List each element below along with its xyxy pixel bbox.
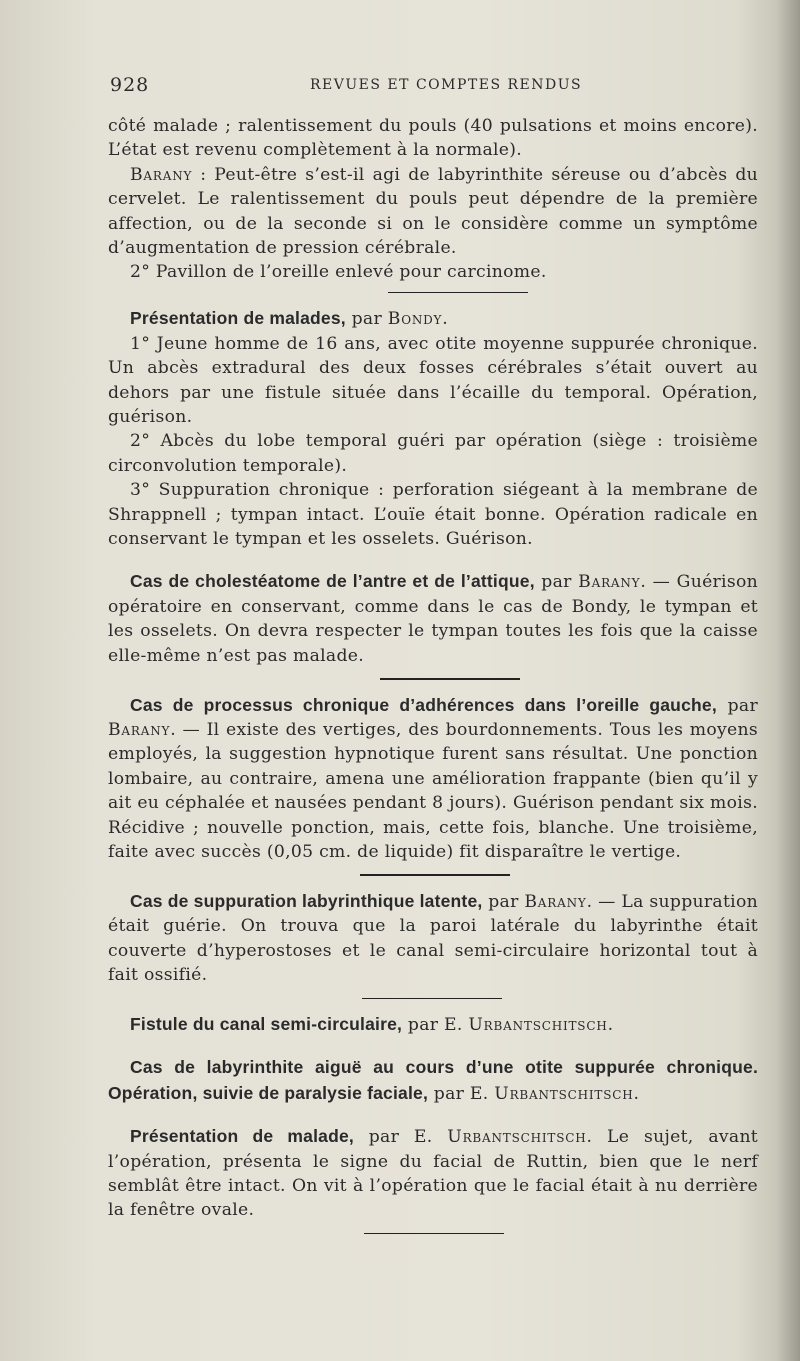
- author-name: Bondy: [387, 309, 443, 330]
- section-heading-presentation-malades: Présentation de malades, par Bondy.: [130, 308, 449, 330]
- running-head: REVUES ET COMPTES RENDUS: [310, 77, 583, 93]
- page-number: 928: [110, 74, 150, 96]
- author-name: Urbantschitsch: [468, 1015, 608, 1035]
- spacer: [108, 1037, 758, 1055]
- author-name: Barany: [130, 164, 193, 185]
- author-name: Urbantschitsch: [494, 1083, 634, 1104]
- section-divider: [388, 292, 528, 294]
- section-processus-chronique: Cas de processus chronique d’adhérences dans l’oreille gauche, par Barany. — Il existe des vertiges, des bourdonnements. Tous les moyens employés, la suggestion hypnotique furent sans résultat. Une ponction lombaire, au contraire, amena une amélioration frappante (bien qu’il y ait eu céphalée et nausées pendant 8 jours). Guérison pendant six mois. Récidive ; nouvelle ponction, mais, cette fois, blanche. Une troisième, faite avec succès (0,05 cm. de liquide) fit disparaître le vertige.: [108, 694, 758, 862]
- section-suppuration-labyrinthique: Cas de suppuration labyrinthique latente, par Barany. — La suppuration était guérie. On trouva que la paroi latérale du labyrinthe était couverte d’hyperostoses et le canal semi-circulaire horizontal tout à fait ossifié.: [108, 890, 758, 986]
- author-name: Barany: [524, 891, 587, 912]
- page-body: [108, 114, 758, 1247]
- author-name: Barany: [578, 572, 641, 593]
- section-presentation-malade: Présentation de malade, par E. Urbantschitsch. Le sujet, avant l’opération, présenta le signe du facial de Ruttin, bien que le nerf semblât être intact. On vit à l’opération que le facial était à nu derrière la fenêtre ovale.: [108, 1126, 759, 1221]
- spacer: [108, 551, 758, 569]
- intro-paragraph-1: côté malade ; ralentissement du pouls (40 pulsations et moins encore). L’état est revenu complètement à la normale).: [108, 116, 758, 161]
- section-fistule: Fistule du canal semi-circulaire, par E. Urbantschitsch.: [130, 1014, 614, 1035]
- spacer: [108, 1106, 758, 1124]
- author-name: Barany: [108, 719, 171, 740]
- page-header: [110, 74, 760, 102]
- section-divider: [362, 998, 502, 1000]
- author-name: Urbantschitsch: [447, 1127, 587, 1148]
- section-divider: [360, 874, 510, 876]
- case-paragraph-2: 2° Abcès du lobe temporal guéri par opération (siège : troisième circonvolution temporale).: [108, 431, 758, 476]
- section-labyrinthite-aigue: Cas de labyrinthite aiguë au cours d’une otite suppurée chronique. Opération, suivie de paralysie faciale, par E. Urbantschitsch.: [108, 1057, 758, 1104]
- case-paragraph-3: 3° Suppuration chronique : perforation siégeant à la membrane de Shrappnell ; tympan intact. L’ouïe était bonne. Opération radicale en conservant le tympan et les osselets. Guérison.: [108, 480, 758, 549]
- intro-paragraph-3: 2° Pavillon de l’oreille enlevé pour carcinome.: [130, 262, 547, 283]
- section-divider: [380, 678, 520, 680]
- case-paragraph-1: 1° Jeune homme de 16 ans, avec otite moyenne suppurée chronique. Un abcès extradural des deux fosses cérébrales s’était ouvert au dehors par une fistule située dans l’écaille du temporal. Opération, guérison.: [108, 333, 758, 427]
- section-divider: [364, 1233, 504, 1235]
- section-cholesteatome: Cas de cholestéatome de l’antre et de l’attique, par Barany. — Guérison opératoire en conservant, comme dans le cas de Bondy, le tympan et les osselets. On devra respecter le tympan toutes les fois que la caisse elle-même n’est pas malade.: [108, 571, 758, 666]
- intro-paragraph-2: Barany : Peut-être s’est-il agi de labyrinthite séreuse ou d’abcès du cervelet. Le ralentissement du pouls peut dépendre de la première affection, ou de la seconde si on le considère comme un symptôme d’augmentation de pression cérébrale.: [108, 164, 758, 259]
